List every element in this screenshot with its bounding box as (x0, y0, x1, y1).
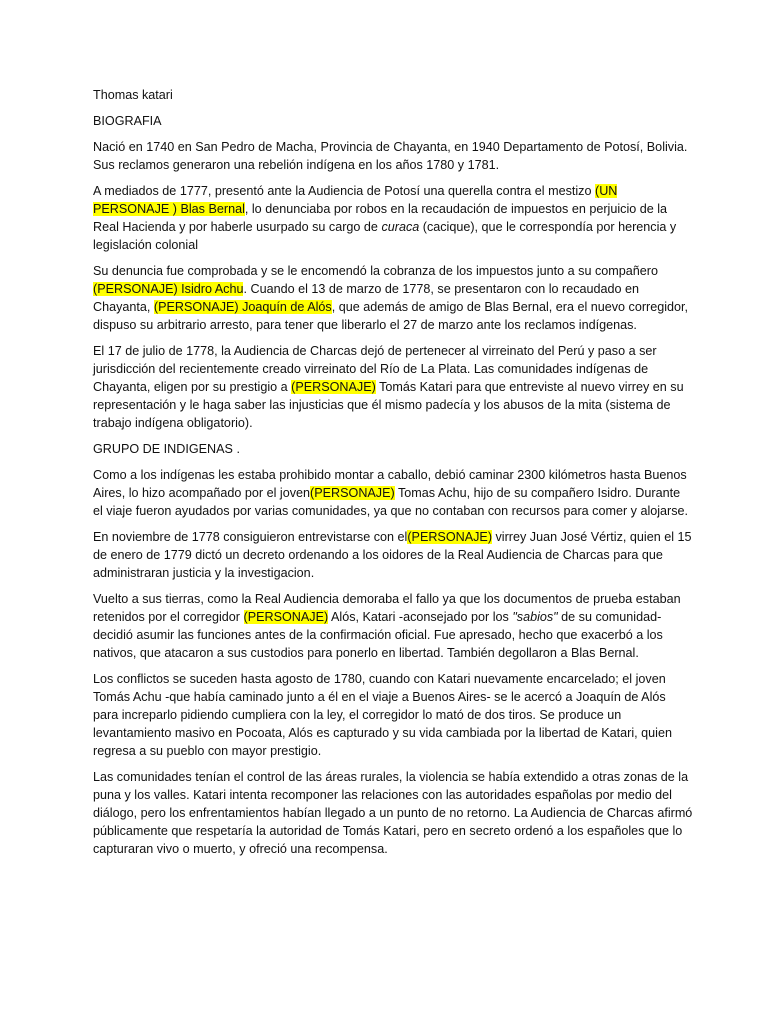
paragraph-comunidades: Las comunidades tenían el control de las áreas rurales, la violencia se había extendido a otras zonas de la puna y los valles. Katari intenta recomponer las relaciones con las autoridades españolas por medio del diálogo, pero los enfrentamientos habían llegado a un punto de no retorno. La Audiencia de Charcas afirmó públicamente que respetaría la autoridad de Tomás Katari, pero en secreto ordenó a los españoles que lo capturaran vivo o muerto, y ofreció una recompensa. (93, 770, 693, 856)
paragraph-audiencia-charcas (93, 342, 693, 432)
text-run: En noviembre de 1778 consiguieron entrevistarse con el (93, 530, 408, 544)
section-heading-biografia: BIOGRAFIA (93, 114, 162, 128)
highlight-personaje-joaquin-de-alos: (PERSONAJE) Joaquín de Alós (153, 300, 332, 314)
section-heading-grupo-indigenas: GRUPO DE INDIGENAS . (93, 442, 240, 456)
highlight-personaje-tomas-katari: (PERSONAJE) (291, 380, 376, 394)
text-run: , que además de amigo de Blas Bernal, era el nuevo corregidor, dispuso su arbitrario arresto, para tener que liberarlo el 27 de marzo ante los reclamos indígenas. (93, 300, 689, 332)
italic-sabios: "sabios" (512, 610, 558, 624)
paragraph-viaje (93, 466, 693, 520)
text-run: . Cuando el 13 de marzo de 1778, se presentaron con lo recaudado en Chayanta, (93, 282, 640, 314)
document-title: Thomas katari (93, 88, 173, 102)
highlight-personaje-isidro-achu: (PERSONAJE) Isidro Achu (93, 282, 244, 296)
text-run: Como a los indígenas les estaba prohibido montar a caballo, debió caminar 2300 kilómetros hasta Buenos Aires, lo hizo acompañado por el joven (93, 468, 687, 500)
text-run: Su denuncia fue comprobada y se le encomendó la cobranza de los impuestos junto a su compañero (93, 264, 658, 278)
paragraph-conflictos: Los conflictos se suceden hasta agosto de 1780, cuando con Katari nuevamente encarcelado; el joven Tomás Achu -que había caminado junto a él en el viaje a Buenos Aires- se le acercó a Joaquín de Alós para increparlo pidiendo cumpliera con la ley, el corregidor lo mató de dos tiros. Se produce un levantamiento masivo en Pocoata, Alós es capturado y su vida cambiada por la libertad de Katari, quien regresa a su pueblo con mayor prestigio. (93, 672, 672, 758)
paragraph-vuelto (93, 590, 693, 662)
italic-curaca: curaca (381, 220, 420, 234)
paragraph-denuncia (93, 262, 693, 334)
text-run: A mediados de 1777, presentó ante la Audiencia de Potosí una querella contra el mestizo (93, 184, 595, 198)
text-run: El 17 de julio de 1778, la Audiencia de Charcas dejó de pertenecer al virreinato del Perú y paso a ser jurisdicción del recientemente creado virreinato del Río de La Plata. Las comunidades indígenas de Chayanta, eligen por su prestigio a (93, 344, 657, 394)
paragraph-birth: Nació en 1740 en San Pedro de Macha, Provincia de Chayanta, en 1940 Departamento de Potosí, Bolivia. Sus reclamos generaron una rebelión indígena en los años 1780 y 1781. (93, 140, 688, 172)
text-run: de su comunidad- decidió asumir las funciones antes de la confirmación oficial. Fue apresado, hecho que exacerbó a los nativos, que atacaron a sus custodios para ponerlo en libertad. También degollaron a Blas Bernal. (93, 610, 663, 660)
paragraph-querella (93, 182, 693, 254)
highlight-personaje-blas-bernal: (UN PERSONAJE ) Blas Bernal (93, 184, 618, 216)
highlight-personaje-alos: (PERSONAJE) (243, 610, 329, 624)
highlight-personaje-tomas-achu: (PERSONAJE) (310, 486, 395, 500)
text-run: Alós, Katari -aconsejado por los (328, 610, 513, 624)
text-run: Vuelto a sus tierras, como la Real Audiencia demoraba el fallo ya que los documentos de prueba estaban retenidos por el corregidor (93, 592, 681, 624)
document-page (93, 86, 693, 866)
text-run: Tomas Achu, hijo de su compañero Isidro. Durante el viaje fueron ayudados por varias comunidades, ya que no contaban con recursos para comer y alojarse. (93, 486, 689, 518)
text-run: (cacique), que le correspondía por herencia y legislación colonial (93, 220, 677, 252)
text-run: , lo denunciaba por robos en la recaudación de impuestos en perjuicio de la Real Hacienda y por haberle usurpado su cargo de (93, 202, 668, 234)
text-run: virrey Juan José Vértiz, quien el 15 de enero de 1779 dictó un decreto ordenando a los oidores de la Real Audiencia de Charcas para que administraran justicia y la investigacion. (93, 530, 692, 580)
highlight-personaje-virrey: (PERSONAJE) (407, 530, 493, 544)
text-run: Tomás Katari para que entreviste al nuevo virrey en su representación y le haga saber las injusticias que él mismo padecía y los abusos de la mita (sistema de trabajo indígena obligatorio). (93, 380, 684, 430)
paragraph-virrey (93, 528, 693, 582)
